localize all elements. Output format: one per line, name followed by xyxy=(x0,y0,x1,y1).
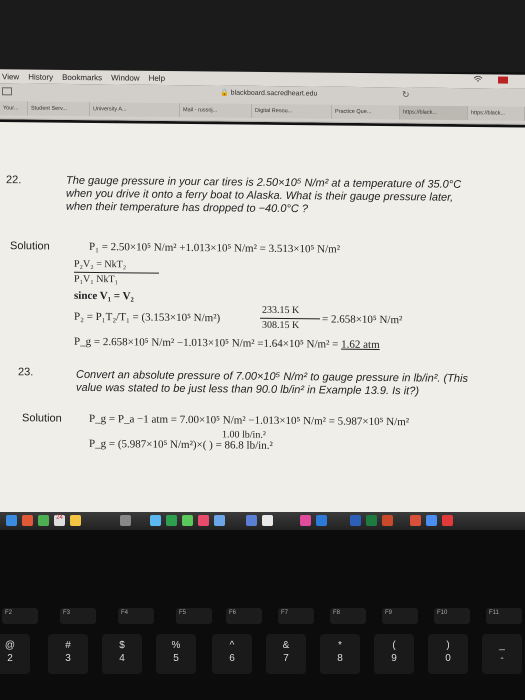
key-0[interactable] xyxy=(428,634,468,674)
equation: P_g = P_a −1 atm = 7.00×10⁵ N/m² −1.013×10⁵ N/m² = 5.987×10⁵ N/m² xyxy=(89,412,410,429)
equation: P₂ = P₁T₂/T₁ = (3.153×10⁵ N/m²) xyxy=(74,310,221,325)
key-label: 0 xyxy=(445,653,451,664)
bookmarks-bar xyxy=(0,101,525,122)
app-icon[interactable] xyxy=(38,515,49,526)
menu-history[interactable]: History xyxy=(28,72,54,82)
bookmark-item[interactable]: https://black... xyxy=(400,105,468,120)
bookmark-item[interactable]: Your... xyxy=(0,101,28,115)
problem-text xyxy=(66,175,461,218)
function-key[interactable]: F11 xyxy=(486,608,522,624)
dock xyxy=(0,512,525,530)
bookmark-item[interactable]: Digital Resou... xyxy=(252,104,332,119)
app-icon[interactable] xyxy=(22,515,33,526)
finder-icon[interactable] xyxy=(6,515,17,526)
reload-icon[interactable]: ↻ xyxy=(402,89,410,100)
messages-icon[interactable] xyxy=(166,515,177,526)
function-key[interactable]: F4 xyxy=(118,608,154,624)
key-shift-label: ) xyxy=(446,640,450,651)
equation: since V₁ = V₂ xyxy=(74,289,134,303)
function-key[interactable]: F9 xyxy=(382,608,418,624)
problem-number: 23. xyxy=(18,366,34,379)
bookmark-item[interactable]: Student Serv... xyxy=(28,102,90,117)
app-icon[interactable] xyxy=(246,515,257,526)
problem-text-line: when their temperature has dropped to −40.0°C ? xyxy=(66,200,308,216)
address-url: blackboard.sacredheart.edu xyxy=(230,89,318,98)
menu-bookmarks[interactable]: Bookmarks xyxy=(62,72,103,82)
function-key[interactable]: F7 xyxy=(278,608,314,624)
safari-icon[interactable] xyxy=(150,515,161,526)
equation: 308.15 K xyxy=(262,319,300,332)
solution-label: Solution xyxy=(22,412,62,425)
maps-icon[interactable] xyxy=(214,515,225,526)
bookmark-item[interactable]: Mail - russoj... xyxy=(180,103,252,118)
solution-label: Solution xyxy=(10,240,50,253)
launchpad-icon[interactable] xyxy=(120,515,131,526)
browser-toolbar xyxy=(0,83,525,124)
app-icon[interactable] xyxy=(442,515,453,526)
powerpoint-icon[interactable] xyxy=(382,515,393,526)
notes-icon[interactable] xyxy=(70,515,81,526)
app-icon[interactable] xyxy=(262,515,273,526)
key-minus[interactable] xyxy=(482,634,522,674)
key-shift-label: $ xyxy=(119,640,125,651)
key-5[interactable] xyxy=(156,634,196,674)
app-icon[interactable] xyxy=(426,515,437,526)
problem-text-line: Convert an absolute pressure of 7.00×10⁵ N/m² to gauge pressure in lb/in². (This xyxy=(76,368,468,385)
answer: 1.62 atm xyxy=(341,338,380,351)
appstore-icon[interactable] xyxy=(316,515,327,526)
key-shift-label: ( xyxy=(392,640,396,651)
equation: = 2.658×10⁵ N/m² xyxy=(322,313,403,327)
document-page xyxy=(0,122,525,517)
problem-text-line: value was stated to be just less than 90.0 lb/in² in Example 13.9. Is it?) xyxy=(76,381,420,398)
flag-icon[interactable] xyxy=(498,76,508,83)
app-icon[interactable] xyxy=(410,515,421,526)
word-icon[interactable] xyxy=(350,515,361,526)
key-label: 7 xyxy=(283,653,289,664)
key-label: 4 xyxy=(119,653,125,664)
key-9[interactable] xyxy=(374,634,414,674)
problem-text xyxy=(76,369,468,399)
key-label: 2 xyxy=(7,653,13,664)
key-4[interactable] xyxy=(102,634,142,674)
equation: P₁V₁ NkT₁ xyxy=(74,273,119,286)
photos-icon[interactable] xyxy=(198,515,209,526)
key-6[interactable] xyxy=(212,634,252,674)
equation: 233.15 K xyxy=(262,304,300,317)
function-key[interactable]: F3 xyxy=(60,608,96,624)
function-key[interactable]: F8 xyxy=(330,608,366,624)
lock-icon: 🔒 xyxy=(220,89,229,97)
problem-text-line: when you drive it onto a ferry boat to Alaska. What is their gauge pressure later, xyxy=(66,187,454,204)
function-key[interactable]: F6 xyxy=(226,608,262,624)
key-shift-label: # xyxy=(65,640,71,651)
status-icons xyxy=(473,75,517,85)
equation: P_g = (5.987×10⁵ N/m²)×( ) = 86.8 lb/in.² xyxy=(89,437,273,452)
key-8[interactable] xyxy=(320,634,360,674)
equation: P₂V₂ = NkT₂ xyxy=(74,258,127,271)
address-bar[interactable] xyxy=(220,89,317,98)
key-label: 3 xyxy=(65,653,71,664)
key-label: 6 xyxy=(229,653,235,664)
laptop-keyboard xyxy=(0,530,525,700)
equation xyxy=(74,336,380,351)
function-key[interactable]: F5 xyxy=(176,608,212,624)
excel-icon[interactable] xyxy=(366,515,377,526)
menu-window[interactable]: Window xyxy=(111,72,140,83)
key-2[interactable] xyxy=(0,634,30,674)
problem-text-line: The gauge pressure in your car tires is 2.50×10⁵ N/m² at a temperature of 35.0°C xyxy=(66,174,462,191)
key-shift-label: ^ xyxy=(229,640,235,651)
problem-number: 22. xyxy=(6,174,22,187)
key-label: 9 xyxy=(391,653,397,664)
equation: 1.00 lb/in.² xyxy=(222,429,266,441)
function-key[interactable]: F2 xyxy=(2,608,38,624)
function-key[interactable]: F10 xyxy=(434,608,470,624)
calendar-icon[interactable]: 24 xyxy=(54,515,65,526)
key-shift-label: % xyxy=(171,640,181,651)
key-7[interactable] xyxy=(266,634,306,674)
bookmark-item[interactable]: University A... xyxy=(90,102,180,117)
equation-part: P_g = 2.658×10⁵ N/m² −1.013×10⁵ N/m² =1.64×10⁵ N/m² = xyxy=(74,335,342,351)
screen-bezel xyxy=(0,0,525,72)
key-shift-label: @ xyxy=(4,640,16,651)
key-label: - xyxy=(500,653,504,664)
itunes-icon[interactable] xyxy=(300,515,311,526)
sidebar-toggle-icon[interactable] xyxy=(2,87,12,95)
key-3[interactable] xyxy=(48,634,88,674)
menu-view[interactable]: View xyxy=(2,71,20,81)
menu-help[interactable]: Help xyxy=(148,73,166,83)
key-shift-label: & xyxy=(282,640,290,651)
key-label: 5 xyxy=(173,653,179,664)
bookmark-item[interactable]: https://black... xyxy=(468,106,525,121)
key-shift-label: _ xyxy=(499,640,505,651)
facetime-icon[interactable] xyxy=(182,515,193,526)
wifi-icon[interactable] xyxy=(473,75,483,85)
bookmark-item[interactable]: Practice Que... xyxy=(332,105,400,120)
equation: P₁ = 2.50×10⁵ N/m² +1.013×10⁵ N/m² = 3.513×10⁵ N/m² xyxy=(89,240,340,256)
key-shift-label: * xyxy=(338,640,342,651)
key-label: 8 xyxy=(337,653,343,664)
